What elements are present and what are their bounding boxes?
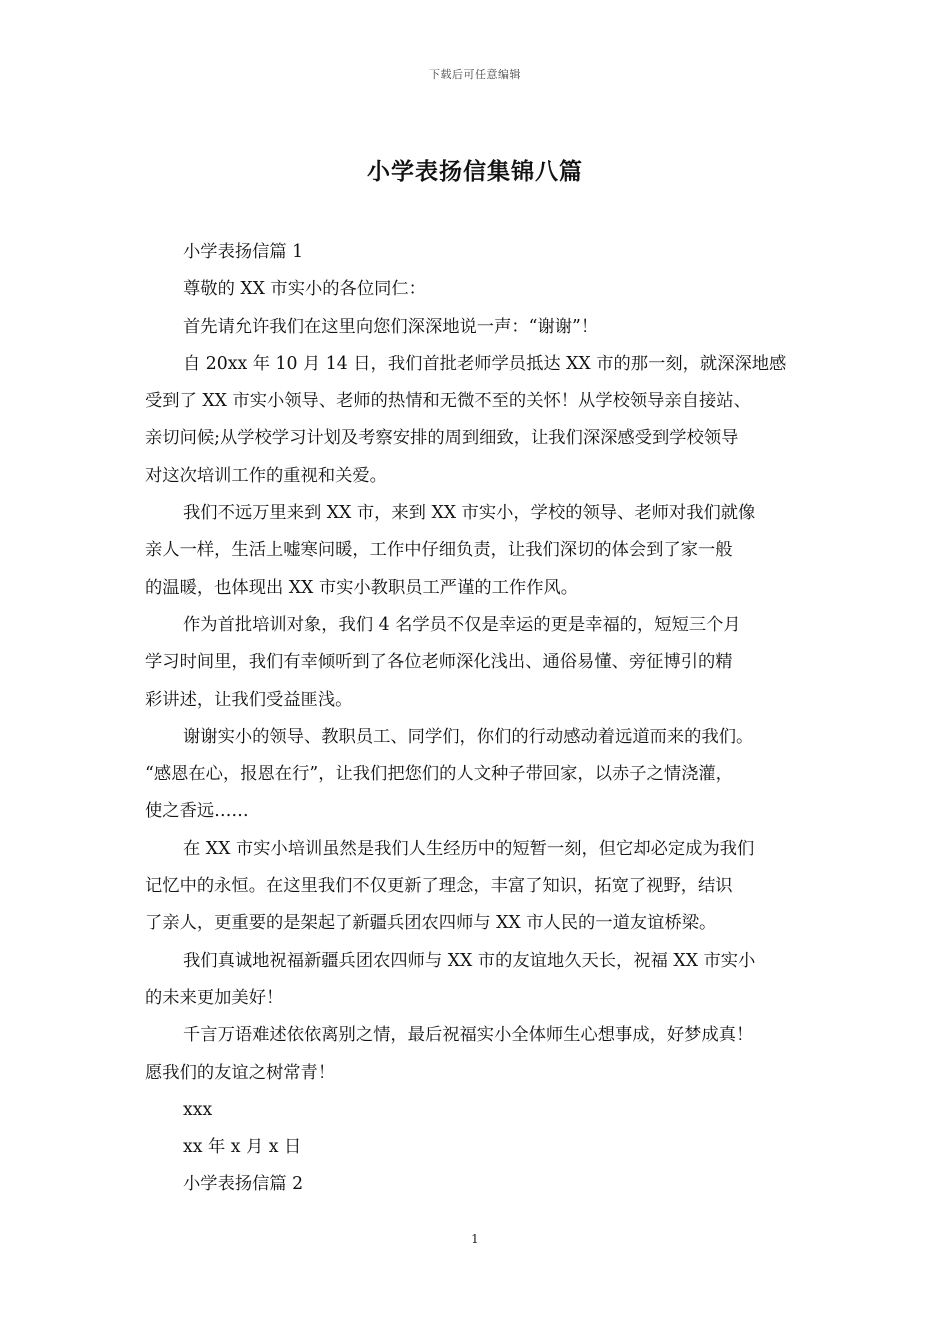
- text-line: 首先请允许我们在这里向您们深深地说一声：“谢谢”！: [183, 316, 599, 337]
- document-body: [145, 234, 810, 1204]
- text-line: 的温暖，也体现出 XX 市实小教职员工严谨的工作作风。: [145, 577, 579, 598]
- text-line: 尊敬的 XX 市实小的各位同仁：: [183, 279, 426, 300]
- text-line: “感恩在心，报恩在行”，让我们把您们的人文种子带回家，以赤子之情浇灌，: [145, 764, 733, 785]
- text-line: 千言万语难述依依离别之情，最后祝福实小全体师生心想事成，好梦成真！: [183, 1025, 754, 1046]
- text-line: 了亲人，更重要的是架起了新疆兵团农四师与 XX 市人民的一道友谊桥梁。: [145, 913, 717, 934]
- text-line: 对这次培训工作的重视和关爱。: [145, 465, 387, 486]
- text-line: xxx: [183, 1099, 213, 1120]
- text-line: 自 20xx 年 10 月 14 日，我们首批老师学员抵达 XX 市的那一刻，就深深地感: [183, 353, 787, 374]
- text-line: 小学表扬信篇 2: [183, 1174, 304, 1195]
- page-number: 1: [471, 1232, 479, 1246]
- text-line: 亲切问候;从学校学习计划及考察安排的周到细致，让我们深深感受到学校领导: [145, 428, 739, 449]
- text-line: 作为首批培训对象，我们 4 名学员不仅是幸运的更是幸福的，短短三个月: [183, 614, 741, 635]
- text-line: 我们真诚地祝福新疆兵团农四师与 XX 市的友谊地久天长，祝福 XX 市实小: [183, 950, 756, 971]
- text-line: 在 XX 市实小培训虽然是我们人生经历中的短暂一刻，但它却必定成为我们: [183, 838, 755, 859]
- text-line: 受到了 XX 市实小领导、老师的热情和无微不至的关怀！从学校领导亲自接站、: [145, 391, 751, 412]
- document-title: 小学表扬信集锦八篇: [367, 158, 583, 185]
- text-line: 记忆中的永恒。在这里我们不仅更新了理念，丰富了知识，拓宽了视野，结识: [145, 876, 733, 897]
- text-line: 彩讲述，让我们受益匪浅。: [145, 689, 353, 710]
- text-line: 学习时间里，我们有幸倾听到了各位老师深化浅出、通俗易懂、旁征博引的精: [145, 652, 733, 673]
- text-line: 小学表扬信篇 1: [183, 242, 304, 262]
- text-line: 我们不远万里来到 XX 市，来到 XX 市实小，学校的领导、老师对我们就像: [183, 503, 756, 524]
- text-line: 亲人一样，生活上嘘寒问暖，工作中仔细负责，让我们深切的体会到了家一般: [145, 540, 733, 561]
- text-line: xx 年 x 月 x 日: [183, 1137, 302, 1158]
- text-line: 愿我们的友谊之树常青！: [145, 1062, 336, 1083]
- text-line: 的未来更加美好！: [145, 987, 284, 1008]
- header-note: 下载后可任意编辑: [429, 68, 521, 81]
- text-line: 使之香远……: [145, 801, 249, 822]
- text-line: 谢谢实小的领导、教职员工、同学们，你们的行动感动着远道而来的我们。: [183, 726, 754, 747]
